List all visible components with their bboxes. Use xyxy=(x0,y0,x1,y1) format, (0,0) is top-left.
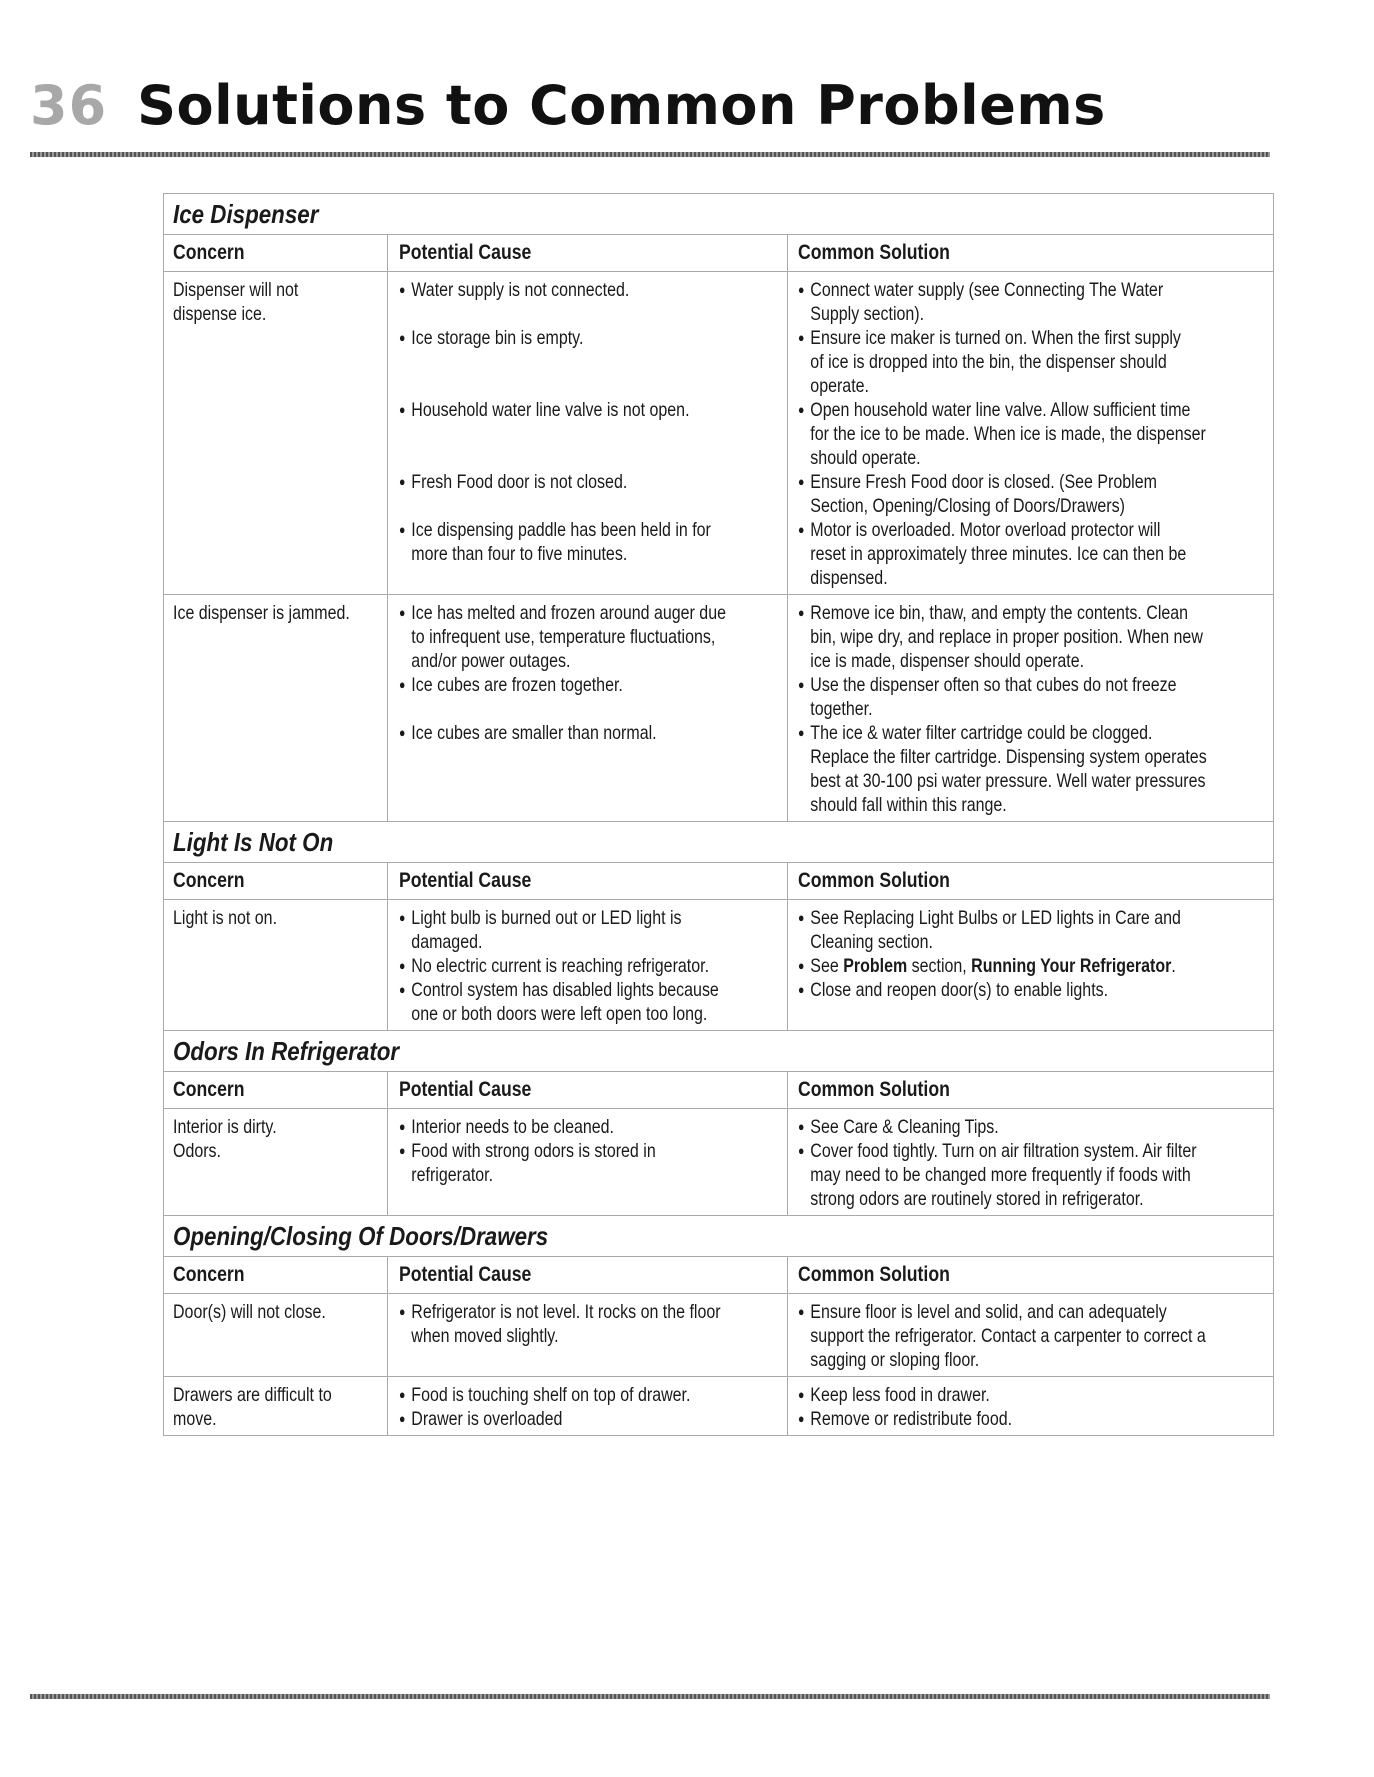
solution-item: ● Cover food tightly. Turn on air filtration system. Air filter xyxy=(798,1140,1197,1162)
column-header-concern: Concern xyxy=(173,241,245,264)
solution-item: ● The ice & water filter cartridge could be clogged. xyxy=(798,722,1153,744)
bullet-icon: ● xyxy=(798,474,805,489)
concern-text: Dispenser will not xyxy=(173,279,299,301)
section-title: Ice Dispenser xyxy=(173,198,319,229)
column-header-concern: Concern xyxy=(173,1078,245,1101)
cause-item: ● Control system has disabled lights because xyxy=(399,979,719,1001)
solution-cell: ● Connect water supply (see Connecting The Water Supply section). ● Ensure ice maker is turned on. When the first supply of ice is dropped into the bin, the dispenser should operate. ● Open household water line valve. Allow sufficient time for the ice to be made. When ice is made, the dispenser should operate. ● Ensure Fresh Food door is closed. (See Problem Section, Opening/Closing of Doors/Drawers) ● Motor is overloaded. Motor overload protector will reset in approximately three minutes. Ice can then be dispensed. xyxy=(798,279,1206,589)
cause-item: ● Light bulb is burned out or LED light is xyxy=(399,907,682,929)
page-title: Solutions to Common Problems xyxy=(137,73,1106,137)
section-title: Odors In Refrigerator xyxy=(173,1035,400,1066)
bullet-icon: ● xyxy=(399,605,406,620)
bullet-icon: ● xyxy=(399,1304,406,1319)
column-header-cause: Potential Cause xyxy=(399,1078,532,1101)
column-header-cause: Potential Cause xyxy=(399,1263,532,1286)
solution-cell: ● See Replacing Light Bulbs or LED lights in Care and Cleaning section. ● See Problem section, Running Your Refrigerator. ● Close and reopen door(s) to enable lights. xyxy=(798,907,1181,1001)
concern-text: Interior is dirty. xyxy=(173,1116,277,1138)
troubleshooting-table xyxy=(163,193,1274,1436)
table-row xyxy=(164,595,1273,822)
column-header-concern: Concern xyxy=(173,1263,245,1286)
concern-cell xyxy=(164,1109,388,1215)
solution-item: ● See Care & Cleaning Tips. xyxy=(798,1116,999,1138)
solution-item: ● Ensure floor is level and solid, and can adequately xyxy=(798,1301,1167,1323)
column-header-row xyxy=(164,863,1273,900)
column-header-row xyxy=(164,235,1273,272)
cause-item: ● Refrigerator is not level. It rocks on the floor xyxy=(399,1301,721,1323)
solution-item: ● Remove or redistribute food. xyxy=(798,1408,1013,1430)
solution-item: ● Motor is overloaded. Motor overload protector will xyxy=(798,519,1161,541)
solution-item: ● See Replacing Light Bulbs or LED lights in Care and xyxy=(798,907,1181,929)
cause-cell xyxy=(388,1377,788,1435)
column-header-cause: Potential Cause xyxy=(399,869,532,892)
column-header-row xyxy=(164,1257,1273,1294)
bullet-icon: ● xyxy=(399,677,406,692)
cause-item: ● Ice dispensing paddle has been held in for xyxy=(399,519,711,541)
concern-text: Ice dispenser is jammed. xyxy=(173,602,350,624)
solution-cell xyxy=(788,1377,1273,1435)
section-title: Light Is Not On xyxy=(173,826,334,857)
solution-item: ● Ensure ice maker is turned on. When the first supply xyxy=(798,327,1181,349)
solution-cell: ● Ensure floor is level and solid, and can adequately support the refrigerator. Contact a carpenter to correct a sagging or sloping floor. xyxy=(798,1301,1206,1371)
bullet-icon: ● xyxy=(399,1411,406,1426)
table-row xyxy=(164,1294,1273,1377)
bullet-icon: ● xyxy=(798,725,805,740)
bullet-icon: ● xyxy=(399,402,406,417)
solution-cell: ● See Care & Cleaning Tips. ● Cover food tightly. Turn on air filtration system. Air filter may need to be changed more frequently if foods with strong odors are routinely stored in refrigerator. xyxy=(798,1116,1197,1210)
cause-item: ● Ice cubes are smaller than normal. xyxy=(399,722,657,744)
concern-text: Light is not on. xyxy=(173,907,278,929)
bullet-icon: ● xyxy=(798,1411,805,1426)
bullet-icon: ● xyxy=(399,958,406,973)
bullet-icon: ● xyxy=(798,1387,805,1402)
solution-item: ● Ensure Fresh Food door is closed. (See Problem xyxy=(798,471,1157,493)
solution-item: ● Use the dispenser often so that cubes do not freeze xyxy=(798,674,1177,696)
bullet-icon: ● xyxy=(399,982,406,997)
concern-cell xyxy=(164,1294,388,1376)
bullet-icon: ● xyxy=(798,605,805,620)
concern-text: Drawers are difficult to xyxy=(173,1384,332,1406)
cause-item: ● Ice storage bin is empty. xyxy=(399,327,584,349)
solution-item: ● Open household water line valve. Allow sufficient time xyxy=(798,399,1191,421)
bullet-icon: ● xyxy=(399,474,406,489)
concern-text: move. xyxy=(173,1408,217,1430)
cause-item: ● Ice cubes are frozen together. xyxy=(399,674,623,696)
cause-item: ● Water supply is not connected. xyxy=(399,279,630,301)
bullet-icon: ● xyxy=(798,330,805,345)
bullet-icon: ● xyxy=(399,1143,406,1158)
cause-cell xyxy=(388,272,788,594)
section-title: Opening/Closing Of Doors/Drawers xyxy=(173,1220,549,1251)
bullet-icon: ● xyxy=(399,1119,406,1134)
column-header-concern: Concern xyxy=(173,869,245,892)
cause-cell: ● Refrigerator is not level. It rocks on the floor when moved slightly. xyxy=(388,1294,788,1376)
cause-item: ● Household water line valve is not open. xyxy=(399,399,690,421)
column-header-solution: Common Solution xyxy=(798,869,950,892)
cause-item: ● Interior needs to be cleaned. xyxy=(399,1116,614,1138)
bullet-icon: ● xyxy=(798,677,805,692)
bullet-icon: ● xyxy=(798,1143,805,1158)
table-row xyxy=(164,1109,1273,1216)
column-header-row xyxy=(164,1072,1273,1109)
section-header-doors-drawers xyxy=(164,1216,1273,1257)
concern-cell xyxy=(164,272,388,594)
cause-item: ● No electric current is reaching refrigerator. xyxy=(399,955,710,977)
bullet-icon: ● xyxy=(798,1304,805,1319)
bullet-icon: ● xyxy=(399,330,406,345)
bullet-icon: ● xyxy=(798,522,805,537)
column-header-solution: Common Solution xyxy=(798,1078,950,1101)
page-header xyxy=(30,70,1106,140)
cause-cell: ● Light bulb is burned out or LED light is damaged. ● No electric current is reaching refrigerator. ● Control system has disabled lights because one or both doors were left open too long. xyxy=(388,900,788,1030)
concern-text: dispense ice. xyxy=(173,303,267,325)
bullet-icon: ● xyxy=(798,982,805,997)
page-number: 36 xyxy=(30,73,108,137)
solution-item: ● Remove ice bin, thaw, and empty the contents. Clean xyxy=(798,602,1189,624)
header-rule xyxy=(30,152,1270,157)
section-header-odors xyxy=(164,1031,1273,1072)
bullet-icon: ● xyxy=(399,725,406,740)
concern-text: Odors. xyxy=(173,1140,221,1162)
solution-item: ● Close and reopen door(s) to enable lights. xyxy=(798,979,1109,1001)
cause-item: ● Drawer is overloaded xyxy=(399,1408,563,1430)
column-header-solution: Common Solution xyxy=(798,1263,950,1286)
concern-cell xyxy=(164,1377,388,1435)
solution-item: ● See Problem section, Running Your Refrigerator. xyxy=(798,955,1176,977)
column-header-cause: Potential Cause xyxy=(399,241,532,264)
bullet-icon: ● xyxy=(798,1119,805,1134)
cause-cell: ● Ice has melted and frozen around auger due to infrequent use, temperature fluctuations, and/or power outages. ● Ice cubes are frozen together. ● Ice cubes are smaller than normal. xyxy=(388,595,788,821)
bullet-icon: ● xyxy=(798,958,805,973)
column-header-solution: Common Solution xyxy=(798,241,950,264)
concern-cell xyxy=(164,900,388,1030)
concern-cell xyxy=(164,595,388,821)
cause-item: ● Fresh Food door is not closed. xyxy=(399,471,628,493)
footer-rule xyxy=(30,1694,1270,1699)
cause-item: ● Ice has melted and frozen around auger due xyxy=(399,602,726,624)
bullet-icon: ● xyxy=(399,910,406,925)
cause-item-continued: more than four to five minutes. xyxy=(411,543,628,565)
bullet-icon: ● xyxy=(798,910,805,925)
table-row xyxy=(164,900,1273,1031)
cause-item: ● Food with strong odors is stored in xyxy=(399,1140,656,1162)
table-row xyxy=(164,272,1273,595)
cause-item: ● Food is touching shelf on top of drawer. xyxy=(399,1384,691,1406)
solution-cell: ● Remove ice bin, thaw, and empty the contents. Clean bin, wipe dry, and replace in proper position. When new ice is made, dispenser should operate. ● Use the dispenser often so that cubes do not freeze together. ● The ice & water filter cartridge could be clogged. Replace the filter cartridge. Dispensing system operates best at 30-100 psi water pressure. Well water pressures should fall within this range. xyxy=(798,602,1207,816)
concern-text: Door(s) will not close. xyxy=(173,1301,326,1323)
cause-cell: ● Interior needs to be cleaned. ● Food with strong odors is stored in refrigerator. xyxy=(388,1109,788,1215)
section-header-light-is-not-on xyxy=(164,822,1273,863)
table-row xyxy=(164,1377,1273,1435)
solution-item: ● Keep less food in drawer. xyxy=(798,1384,990,1406)
bullet-icon: ● xyxy=(798,282,805,297)
bullet-icon: ● xyxy=(399,522,406,537)
bullet-icon: ● xyxy=(798,402,805,417)
bullet-icon: ● xyxy=(399,1387,406,1402)
section-header-ice-dispenser xyxy=(164,194,1273,235)
bullet-icon: ● xyxy=(399,282,406,297)
solution-item: ● Connect water supply (see Connecting The Water xyxy=(798,279,1164,301)
